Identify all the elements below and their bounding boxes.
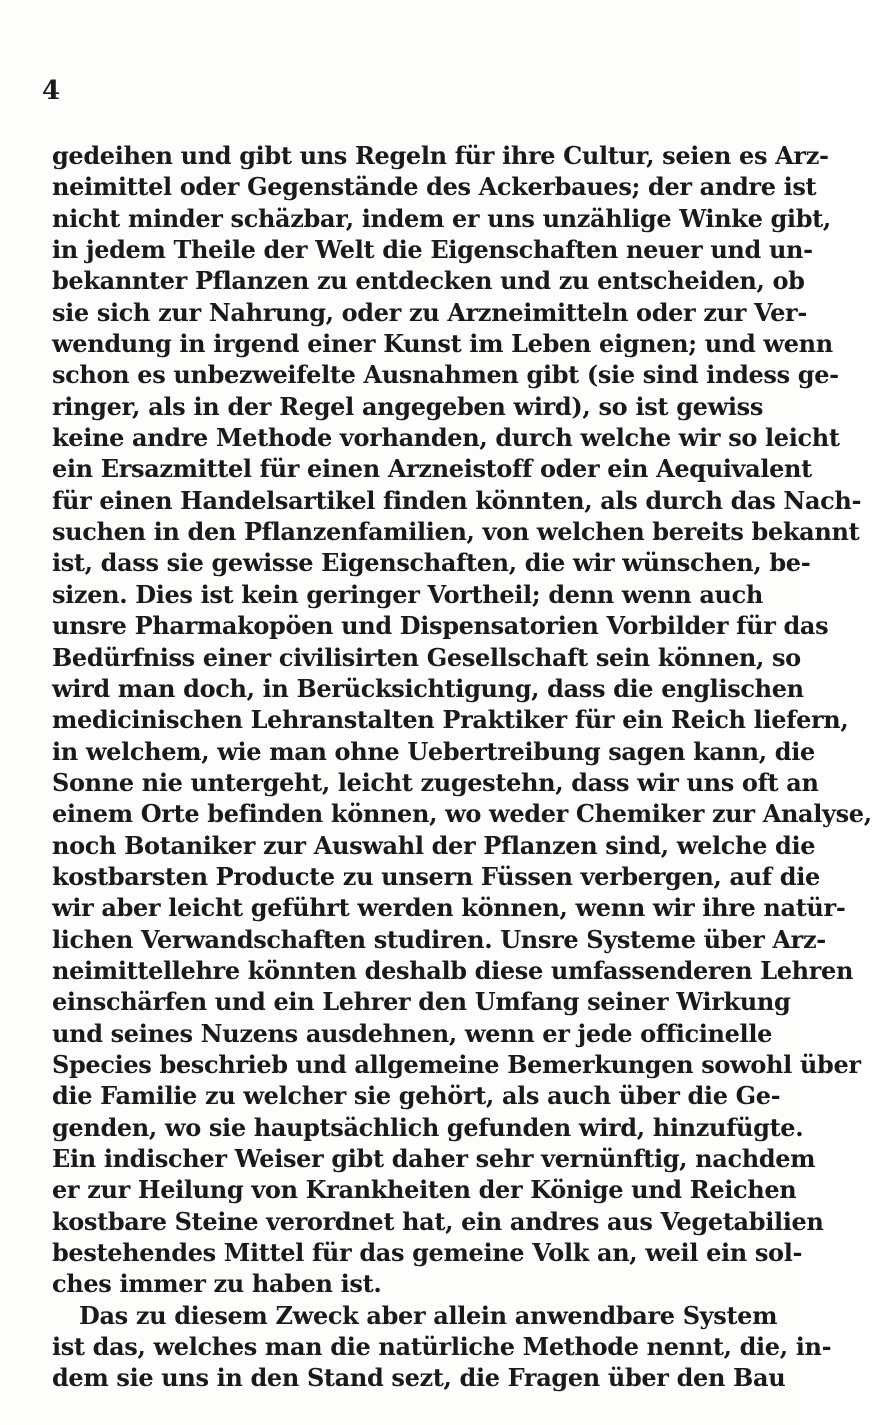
text-line: für einen Handelsartikel finden könnten, als durch das Nach- [52, 485, 862, 515]
text-line: dem sie uns in den Stand sezt, die Fragen über den Bau [52, 1363, 786, 1393]
text-line: Ein indischer Weiser gibt daher sehr vernünftig, nachdem [52, 1144, 816, 1173]
text-line: Species beschrieb und allgemeine Bemerkungen sowohl über [52, 1049, 861, 1079]
text-line: keine andre Methode vorhanden, durch welche wir so leicht [52, 423, 840, 453]
text-line: einem Orte befinden können, wo weder Chemiker zur Analyse, [52, 799, 872, 829]
text-line: bestehendes Mittel für das gemeine Volk an, weil ein sol- [52, 1238, 803, 1268]
text-line: wir aber leicht geführt werden können, wenn wir ihre natür- [52, 893, 846, 923]
text-line: die Familie zu welcher sie gehört, als auch über die Ge- [52, 1081, 781, 1111]
text-line: lichen Verwandschaften studiren. Unsre Systeme über Arz- [52, 924, 826, 954]
text-line: noch Botaniker zur Auswahl der Pflanzen sind, welche die [52, 830, 816, 860]
text-line: neimittel oder Gegenstände des Ackerbaues; der andre ist [52, 172, 817, 202]
text-line: in jedem Theile der Welt die Eigenschaften neuer und un- [52, 235, 813, 265]
text-line: schon es unbezweifelte Ausnahmen gibt (sie sind indess ge- [52, 360, 839, 390]
text-line: in welchem, wie man ohne Uebertreibung sagen kann, die [52, 736, 815, 766]
text-line: kostbarsten Producte zu unsern Füssen verbergen, auf die [52, 861, 820, 891]
text-line: und seines Nuzens ausdehnen, wenn er jede officinelle [52, 1018, 773, 1048]
text-line: medicinischen Lehranstalten Praktiker für ein Reich liefern, [52, 705, 849, 735]
body-text [52, 140, 872, 1394]
text-line: nicht minder schäzbar, indem er uns unzählige Winke gibt, [52, 203, 831, 233]
text-line: unsre Pharmakopöen und Dispensatorien Vorbilder für das [52, 611, 829, 641]
text-line: ist, dass sie gewisse Eigenschaften, die wir wünschen, be- [52, 548, 811, 578]
text-line: neimittellehre könnten deshalb diese umfassenderen Lehren [52, 955, 854, 985]
text-line: gedeihen und gibt uns Regeln für ihre Cultur, seien es Arz- [52, 141, 829, 170]
text-line: wendung in irgend einer Kunst im Leben eignen; und wenn [52, 329, 833, 359]
text-line: kostbare Steine verordnet hat, ein andres aus Vegetabilien [52, 1206, 824, 1236]
text-line: einschärfen und ein Lehrer den Umfang seiner Wirkung [52, 987, 791, 1017]
text-line: er zur Heilung von Krankheiten der Könige und Reichen [52, 1175, 797, 1205]
text-line: bekannter Pflanzen zu entdecken und zu entscheiden, ob [52, 266, 805, 296]
text-line: ein Ersazmittel für einen Arzneistoff oder ein Aequivalent [52, 454, 812, 484]
text-line: Bedürfniss einer civilisirten Gesellschaft sein können, so [52, 642, 801, 672]
text-line: genden, wo sie hauptsächlich gefunden wird, hinzufügte. [52, 1112, 804, 1142]
text-line: Das zu diesem Zweck aber allein anwendbare System [79, 1300, 778, 1330]
page-number: 4 [42, 76, 61, 106]
text-line: Sonne nie untergeht, leicht zugestehn, dass wir uns oft an [52, 767, 819, 797]
text-line: ist das, welches man die natürliche Methode nennt, die, in- [52, 1332, 832, 1362]
text-line: suchen in den Pflanzenfamilien, von welchen bereits bekannt [52, 517, 860, 547]
text-line: ches immer zu haben ist. [52, 1269, 382, 1299]
text-line: sizen. Dies ist kein geringer Vortheil; denn wenn auch [52, 579, 763, 609]
text-line: wird man doch, in Berücksichtigung, dass die englischen [52, 673, 804, 703]
text-line: ringer, als in der Regel angegeben wird), so ist gewiss [52, 391, 763, 421]
text-line: sie sich zur Nahrung, oder zu Arzneimitteln oder zur Ver- [52, 297, 807, 327]
